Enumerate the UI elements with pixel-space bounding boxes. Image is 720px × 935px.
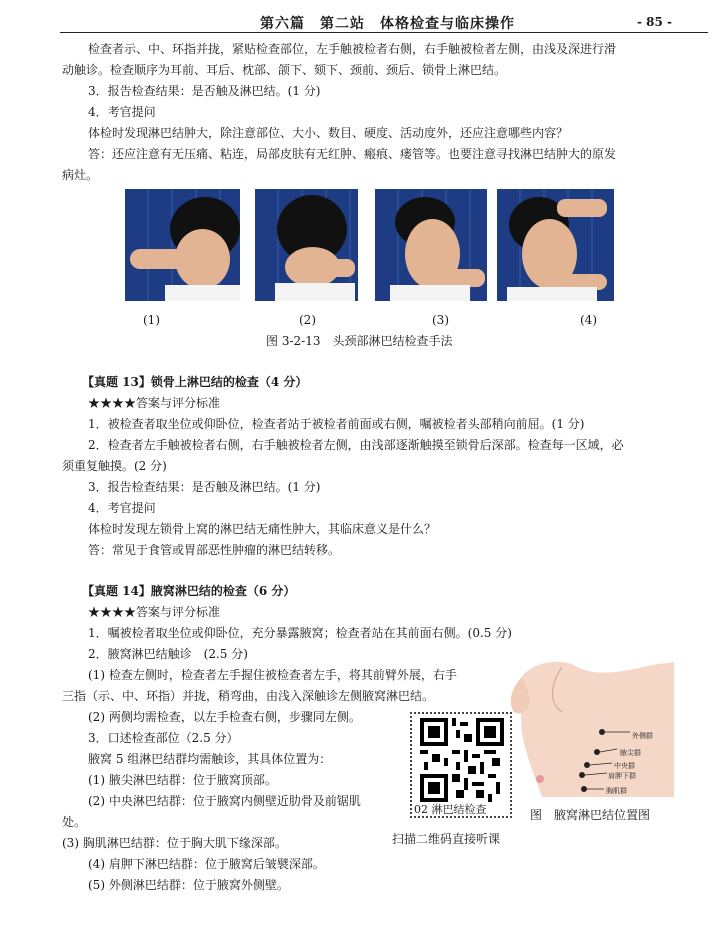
paragraph-line: 4．考官提问 bbox=[88, 501, 156, 515]
diagram-caption: 图 腋窝淋巴结位置图 bbox=[530, 808, 651, 822]
paragraph-line: (3) 胸肌淋巴结群：位于胸大肌下缘深部。 bbox=[62, 836, 287, 850]
figure-caption: 图 3-2-13 头颈部淋巴结检查手法 bbox=[266, 334, 453, 348]
diagram-label-subscapular: 肩胛下群 bbox=[608, 772, 636, 780]
photo-label-2: (2) bbox=[299, 313, 316, 327]
section-heading: 【真题 13】锁骨上淋巴结的检查（4 分） bbox=[82, 375, 308, 389]
qr-scan-instruction: 扫描二维码直接听课 bbox=[392, 832, 501, 846]
diagram-label-apical: 腋尖群 bbox=[620, 749, 641, 757]
paragraph-line: (5) 外侧淋巴结群：位于腋窝外侧壁。 bbox=[88, 878, 289, 892]
diagram-label-pectoral: 胸肌群 bbox=[606, 787, 627, 795]
scoring-label: ★★★★答案与评分标准 bbox=[88, 396, 221, 410]
exam-photo-1 bbox=[125, 189, 240, 301]
answer-text: 病灶。 bbox=[62, 168, 99, 182]
paragraph-line: 3．报告检查结果：是否触及淋巴结。(1 分) bbox=[88, 480, 321, 494]
question-text: 体检时发现左锁骨上窝的淋巴结无痛性肿大，其临床意义是什么？ bbox=[88, 522, 437, 536]
page-number: - 85 - bbox=[636, 15, 672, 29]
section-heading: 【真题 14】腋窝淋巴结的检查（6 分） bbox=[82, 584, 296, 598]
paragraph-line: (2) 两侧均需检查，以左手检查右侧，步骤同左侧。 bbox=[88, 710, 361, 724]
paragraph-line: 动触诊。检查顺序为耳前、耳后、枕部、颌下、颏下、颈前、颈后、锁骨上淋巴结。 bbox=[62, 63, 507, 77]
exam-photo-3 bbox=[375, 189, 487, 301]
paragraph-line: 须重复触摸。(2 分) bbox=[62, 459, 167, 473]
paragraph-line: 检查者示、中、环指并拢，紧贴检查部位，左手触被检者右侧，右手触被检者左侧，由浅及深进行滑 bbox=[88, 42, 617, 56]
paragraph-line: 3．口述检查部位（2.5 分） bbox=[88, 731, 239, 745]
answer-text: 答：还应注意有无压痛、粘连，局部皮肤有无红肿、瘢痕、瘘管等。也要注意寻找淋巴结肿大的原发 bbox=[88, 147, 617, 161]
paragraph-line: 2．检查者左手触被检者右侧，右手触被检者左侧，由浅部逐渐触摸至锁骨后深部。检查每一区域，必 bbox=[88, 438, 624, 452]
paragraph-line: 2．腋窝淋巴结触诊 (2.5 分) bbox=[88, 647, 248, 661]
answer-text: 答：常见于食管或胃部恶性肿瘤的淋巴结转移。 bbox=[88, 543, 341, 557]
qr-code-label: 02 淋巴结检查 bbox=[414, 803, 487, 816]
paragraph-line: (1) 腋尖淋巴结群：位于腋窝顶部。 bbox=[88, 773, 277, 787]
paragraph-line: 三指（示、中、环指）并拢，稍弯曲，由浅入深触诊左侧腋窝淋巴结。 bbox=[62, 689, 435, 703]
photo-label-4: (4) bbox=[580, 313, 597, 327]
diagram-label-central: 中央群 bbox=[614, 762, 635, 770]
scoring-label: ★★★★答案与评分标准 bbox=[88, 605, 221, 619]
page-header-title: 第六篇 第二站 体格检查与临床操作 bbox=[260, 16, 515, 32]
paragraph-line: (2) 中央淋巴结群：位于腋窝内侧壁近肋骨及前锯肌 bbox=[88, 794, 361, 808]
qr-code-card[interactable] bbox=[410, 712, 512, 818]
exam-photo-2 bbox=[255, 189, 358, 301]
paragraph-line: 1．嘱被检者取坐位或仰卧位，充分暴露腋窝；检查者站在其前面右侧。(0.5 分) bbox=[88, 626, 512, 640]
photo-label-3: (3) bbox=[432, 313, 449, 327]
axilla-lymph-node-diagram bbox=[502, 657, 674, 797]
paragraph-line: (4) 肩胛下淋巴结群：位于腋窝后皱襞深部。 bbox=[88, 857, 325, 871]
paragraph-line: (1) 检查左侧时，检查者左手握住被检查者左手，将其前臂外展，右手 bbox=[88, 668, 457, 682]
paragraph-line: 1．被检查者取坐位或仰卧位，检查者站于被检者前面或右侧，嘱被检者头部稍向前屈。(1 分) bbox=[88, 417, 585, 431]
exam-photo-4 bbox=[497, 189, 614, 301]
paragraph-line: 3．报告检查结果：是否触及淋巴结。(1 分) bbox=[88, 84, 321, 98]
page-header bbox=[60, 10, 708, 33]
paragraph-line: 腋窝 5 组淋巴结群均需触诊，其具体位置为： bbox=[88, 752, 332, 766]
photo-label-1: (1) bbox=[143, 313, 160, 327]
qr-code-icon bbox=[420, 718, 504, 802]
paragraph-line: 4．考官提问 bbox=[88, 105, 156, 119]
question-text: 体检时发现淋巴结肿大，除注意部位、大小、数目、硬度、活动度外，还应注意哪些内容？ bbox=[88, 126, 569, 140]
paragraph-line: 处。 bbox=[62, 815, 87, 829]
diagram-label-lateral: 外侧群 bbox=[632, 732, 653, 740]
